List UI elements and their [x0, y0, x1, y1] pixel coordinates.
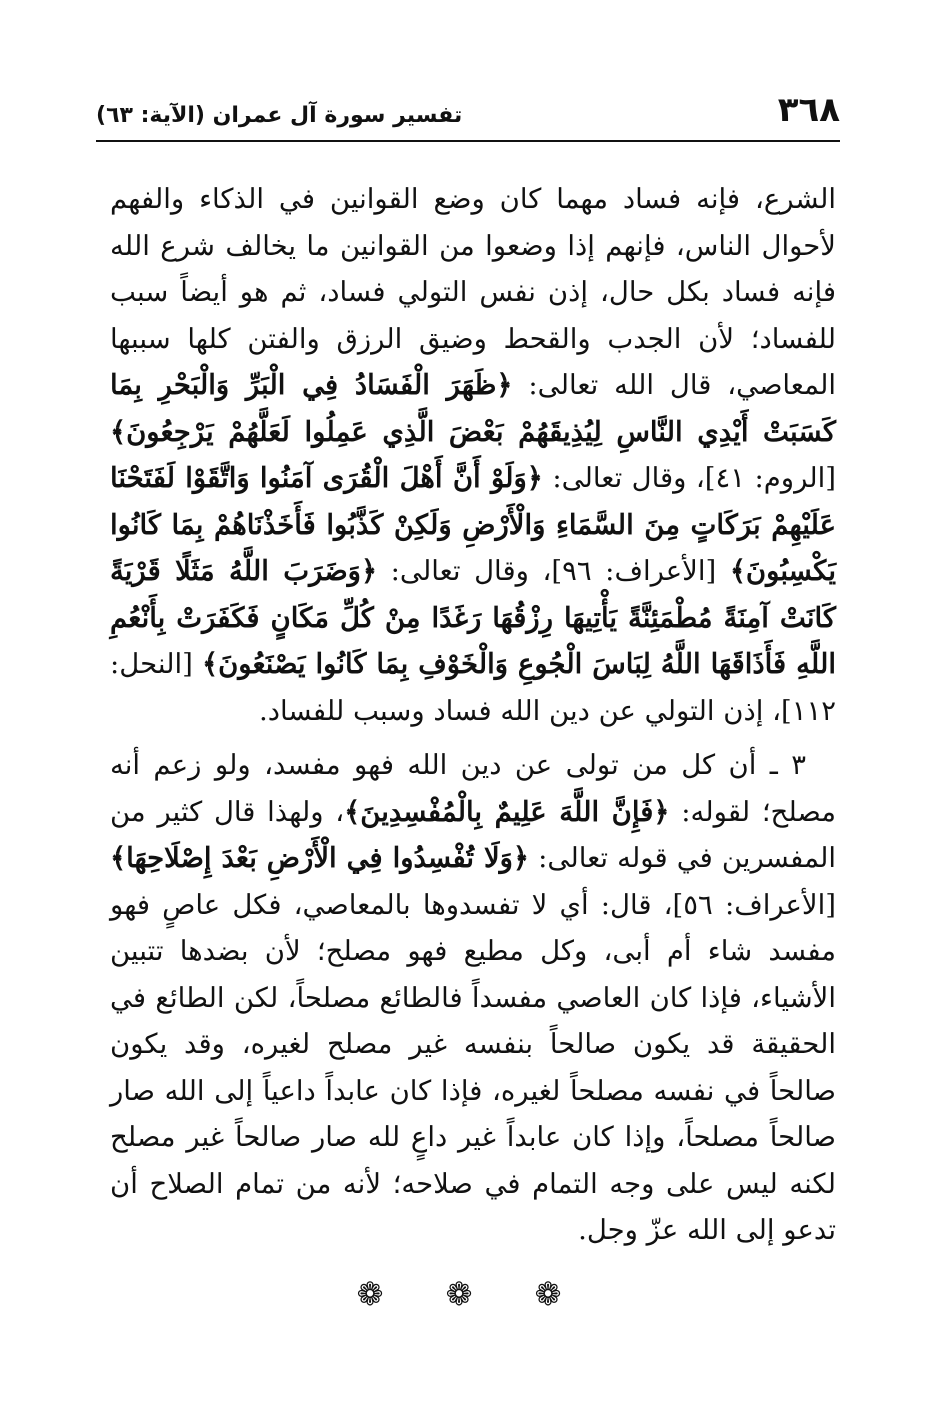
- text-segment: [الأعراف: ٩٦]، وقال تعالى:: [377, 555, 730, 587]
- section-end-ornament: ❁ ❁ ❁: [356, 1275, 588, 1313]
- header-rule: [96, 140, 840, 142]
- text-segment: [الأعراف: ٥٦]، قال: أي لا تفسدوها بالمعاصي، فكل عاصٍ فهو مفسد شاء أم أبى، وكل مطيع فهو مصلح؛ لأن بضدها تتبين الأشياء، فإذا كان العاصي مفسداً فالطائع مصلحاً، لكن الطائع في الحقيقة قد يكون صالحاً بنفسه غير مصلح لغيره، وقد يكون صالحاً في نفسه مصلحاً لغيره، فإذا كان عابداً داعياً إلى الله صار صالحاً مصلحاً، وإذا كان عابداً غير داعٍ لله صار صالحاً غير مصلح لكنه ليس على وجه التمام في صلاحه؛ لأنه من تمام الصلاح أن تدعو إلى الله عزّ وجل.: [110, 888, 836, 1246]
- paragraph-1: [110, 176, 836, 734]
- page-number: ٣٦٨: [777, 90, 840, 130]
- quran-verse-nahl-112: ﴿وَضَرَبَ اللَّهُ مَثَلًا قَرْيَةً كَانَتْ آمِنَةً مُطْمَئِنَّةً يَأْتِيهَا رِزْقُهَا رَغَدًا مِنْ كُلِّ مَكَانٍ فَكَفَرَتْ بِأَنْعُمِ اللَّهِ فَأَذَاقَهَا اللَّهُ لِبَاسَ الْجُوعِ وَالْخَوْفِ بِمَا كَانُوا يَصْنَعُونَ﴾: [110, 555, 836, 680]
- text-segment: [الروم: ٤١]، وقال تعالى:: [542, 462, 836, 494]
- text-segment: ٣ ـ أن كل من تولى عن دين الله فهو مفسد، ولو زعم أنه مصلح؛ لقوله:: [110, 749, 836, 828]
- quran-verse-imran-63: ﴿فَإِنَّ اللَّهَ عَلِيمٌ بِالْمُفْسِدِينَ﴾: [344, 795, 670, 828]
- text-segment: الشرع، فإنه فساد مهما كان وضع القوانين في الذكاء والفهم لأحوال الناس، فإنهم إذا وضعوا من القوانين ما يخالف شرع الله فإنه فساد بكل حال، إذن نفس التولي فساد، ثم هو أيضاً سبب للفساد؛ لأن الجدب والقحط وضيق الرزق والفتن كلها سببها المعاصي، قال الله تعالى:: [110, 183, 836, 401]
- text-segment: [النحل: ١١٢]، إذن التولي عن دين الله فساد وسبب للفساد.: [110, 648, 836, 727]
- quran-verse-araf-56: ﴿وَلَا تُفْسِدُوا فِي الْأَرْضِ بَعْدَ إِصْلَاحِهَا﴾: [110, 842, 530, 874]
- quran-verse-rum-41: ﴿ظَهَرَ الْفَسَادُ فِي الْبَرِّ وَالْبَحْرِ بِمَا كَسَبَتْ أَيْدِي النَّاسِ لِيُذِيقَهُمْ بَعْضَ الَّذِي عَمِلُوا لَعَلَّهُمْ يَرْجِعُونَ﴾: [110, 369, 836, 448]
- paragraph-2: [110, 742, 836, 1254]
- quran-verse-araf-96: ﴿وَلَوْ أَنَّ أَهْلَ الْقُرَى آمَنُوا وَاتَّقَوْا لَفَتَحْنَا عَلَيْهِمْ بَرَكَاتٍ مِنَ السَّمَاءِ وَالْأَرْضِ وَلَكِنْ كَذَّبُوا فَأَخَذْنَاهُمْ بِمَا كَانُوا يَكْسِبُونَ﴾: [110, 462, 836, 587]
- running-header: [96, 88, 840, 144]
- text-segment: ، ولهذا قال كثير من المفسرين في قوله تعالى:: [110, 795, 836, 874]
- running-title: تفسير سورة آل عمران (الآية: ٦٣): [96, 103, 463, 128]
